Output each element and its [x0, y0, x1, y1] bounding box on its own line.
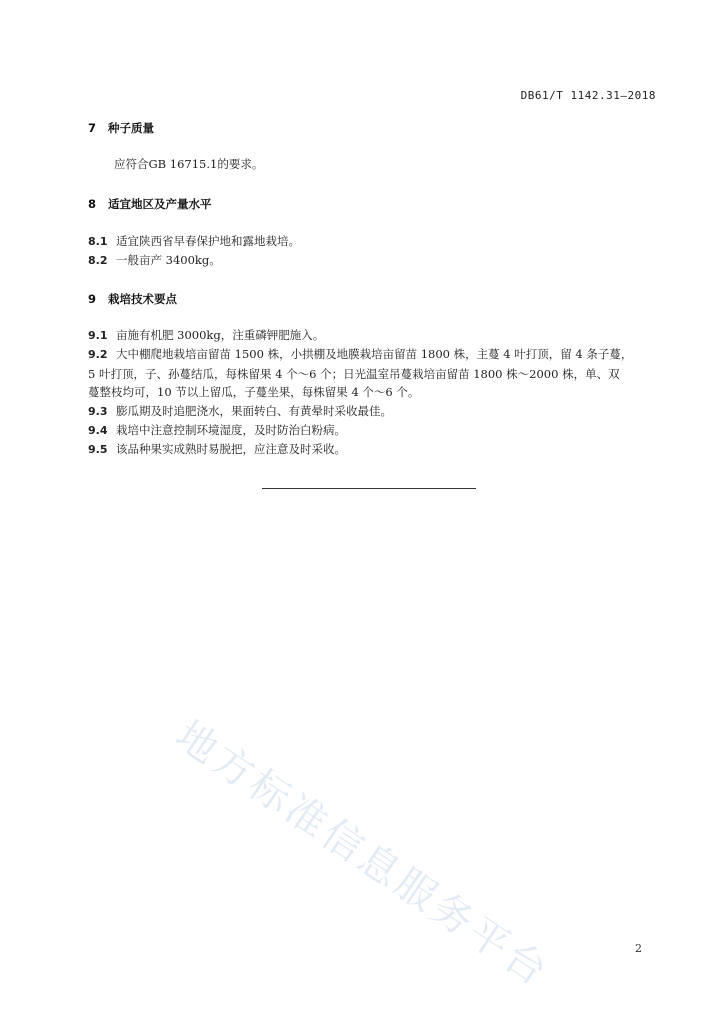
section-7-heading: [88, 120, 154, 136]
clause-text-line-3: 蔓整枝均可，10 节以上留瓜，子蔓坐果，每株留果 4 个～6 个。: [88, 385, 420, 399]
clause-9-5: [88, 440, 658, 460]
clause-8-1: [88, 232, 658, 252]
clause-9-3: [88, 402, 658, 422]
clause-number: 9.5: [88, 443, 108, 456]
clause-number: 8.1: [88, 235, 108, 248]
clause-text-line-1: 大中棚爬地栽培亩留苗 1500 株，小拱棚及地膜栽培亩留苗 1800 株，主蔓 4 叶打顶，留 4 条子蔓，: [116, 347, 633, 361]
section-9-heading: [88, 291, 177, 307]
section-8-heading: [88, 196, 212, 212]
end-rule: [262, 488, 476, 489]
clause-8-2: [88, 251, 658, 271]
clause-number: 9.4: [88, 424, 108, 437]
section-number: 7: [88, 121, 97, 135]
page-number: 2: [635, 942, 642, 955]
clause-number: 9.1: [88, 329, 108, 342]
section-number: 8: [88, 197, 97, 211]
clause-9-1: [88, 326, 658, 346]
document-code-header: DB61/T 1142.31—2018: [520, 89, 656, 102]
watermark: 地方标准信息服务平台: [167, 712, 558, 997]
section-title: 栽培技术要点: [108, 292, 177, 306]
clause-number: 8.2: [88, 254, 108, 267]
clause-number: 9.2: [88, 348, 108, 361]
section-title: 种子质量: [108, 121, 154, 135]
section-title: 适宜地区及产量水平: [108, 197, 212, 211]
section-number: 9: [88, 292, 97, 306]
clause-text: 一般亩产 3400kg。: [116, 253, 221, 267]
clause-text: 栽培中注意控制环境湿度，及时防治白粉病。: [116, 423, 346, 437]
clause-text: 适宜陕西省早春保护地和露地栽培。: [116, 234, 300, 248]
clause-9-4: [88, 421, 658, 441]
clause-number: 9.3: [88, 405, 108, 418]
clause-text-line-2: 5 叶打顶，子、孙蔓结瓜，每株留果 4 个～6 个；日光温室吊蔓栽培亩留苗 1800 株～2000 株，单、双: [88, 366, 620, 381]
clause-text: 该品种果实成熟时易脱把，应注意及时采收。: [116, 442, 346, 456]
section-7-body: 应符合GB 16715.1的要求。: [114, 157, 264, 171]
clause-9-2: [88, 345, 658, 402]
clause-text: 亩施有机肥 3000kg，注重磷钾肥施入。: [116, 328, 325, 342]
clause-text: 膨瓜期及时追肥浇水，果面转白、有黄晕时采收最佳。: [116, 404, 392, 418]
